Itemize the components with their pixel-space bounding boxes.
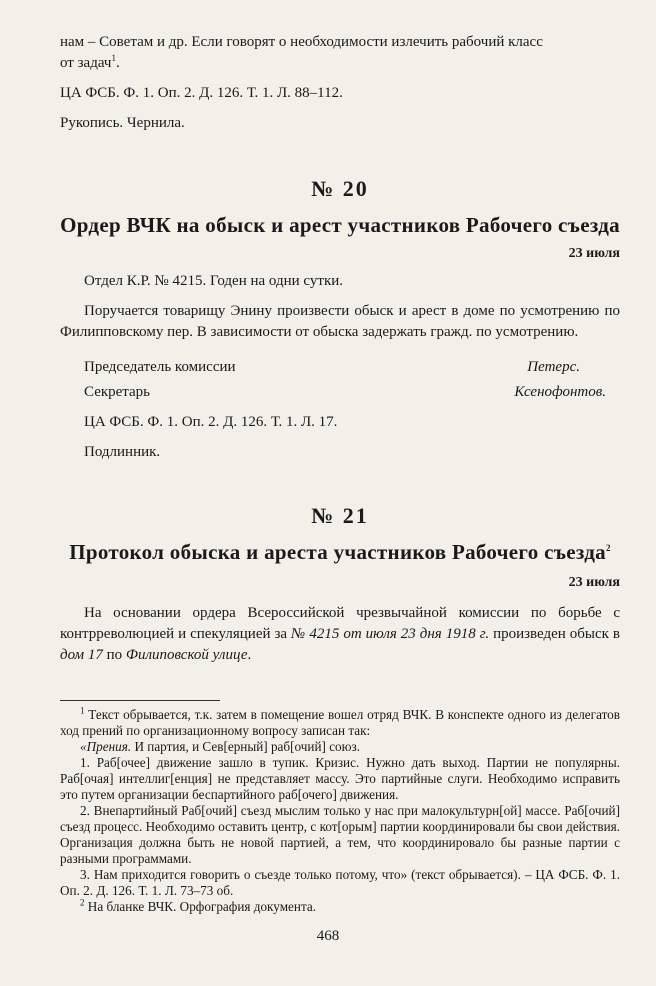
document-note: Подлинник. (84, 444, 161, 460)
document-date: 23 июля (568, 575, 620, 590)
footnote-1: $^1$ Текст обрывается, т.к. затем в помещение вошел отряд ВЧК. В конспекте одного из делегатов ход прений по организационному вопросу записан так: (60, 705, 620, 738)
signature-name: Петерс. (527, 359, 580, 375)
document-date: 23 июля (568, 246, 620, 261)
footnotes (60, 707, 620, 915)
page-body (60, 32, 620, 915)
footnote-1-point-1: 1. Раб[очее] движение зашло в тупик. Кризис. Нужно дать выход. Партии не популярны. Раб[очая] интеллиг[енция] не представляет массу. Это партийные слуги. Необходимо исправить это путем организации беспартийного раб[очего] движения. (60, 755, 620, 802)
archive-reference: ЦА ФСБ. Ф. 1. Оп. 2. Д. 126. Т. 1. Л. 88–112. (60, 85, 343, 101)
signature-secretary (60, 382, 620, 403)
order-paragraph: Поручается товарищу Энину произвести обыск и арест в доме по усмотрению по Филипповскому пер. В зависимости от обыска задержать гражд. по усмотрению. (60, 303, 620, 340)
document-number: № 20 (311, 176, 369, 201)
footnote-2: $^2$ На бланке ВЧК. Орфография документа. (80, 897, 317, 914)
document-note: Рукопись. Чернила. (60, 115, 185, 131)
page-number: 468 (316, 928, 340, 944)
footnote-ref-2: 2 (605, 543, 611, 553)
signature-role: Председатель комиссии (84, 359, 236, 375)
signature-name: Ксенофонтов. (514, 384, 606, 400)
footnote-divider (60, 700, 220, 701)
document-title: Протокол обыска и ареста участников Рабочего съезда$^2$ (69, 540, 611, 564)
footnote-1-point-3: 3. Нам приходится говорить о съезде только потому, что» (текст обрывается). – ЦА ФСБ. Ф. 1. Оп. 2. Д. 126. Т. 1. Л. 73–73 об. (60, 867, 620, 898)
continued-text-line-2: от задач$^1$. (60, 53, 120, 71)
document-title: Ордер ВЧК на обыск и арест участников Рабочего съезда (60, 213, 620, 237)
protocol-paragraph: На основании ордера Всероссийской чрезвычайной комиссии по борьбе с контрреволюцией и спекуляцией за № 4215 от июля 23 дня 1918 г. произведен обыск в дом 17 по Филиповской улице. (60, 605, 620, 663)
document-number: № 21 (311, 503, 369, 528)
footnote-1-quote: «Прения. И партия, и Сев[ерный] раб[очий] союз. (80, 739, 361, 754)
order-header-line: Отдел К.Р. № 4215. Годен на одни сутки. (84, 273, 344, 289)
signature-role: Секретарь (84, 384, 151, 400)
signature-chairman (60, 357, 620, 378)
footnote-1-point-2: 2. Внепартийный Раб[очий] съезд мыслим только у нас при малокультурн[ой] массе. Раб[очий] съезд процесс. Необходимо оставить центр, с кот[орым] партии координировали бы свои действия. Организация должна быть не новой партией, а тем, что координировало бы разные партии с разными программами. (60, 803, 620, 866)
footnote-ref-1: 1 (111, 53, 116, 63)
archive-reference: ЦА ФСБ. Ф. 1. Оп. 2. Д. 126. Т. 1. Л. 17. (84, 414, 338, 430)
continued-text-line-1: нам – Советам и др. Если говорят о необходимости излечить рабочий класс (60, 34, 543, 50)
